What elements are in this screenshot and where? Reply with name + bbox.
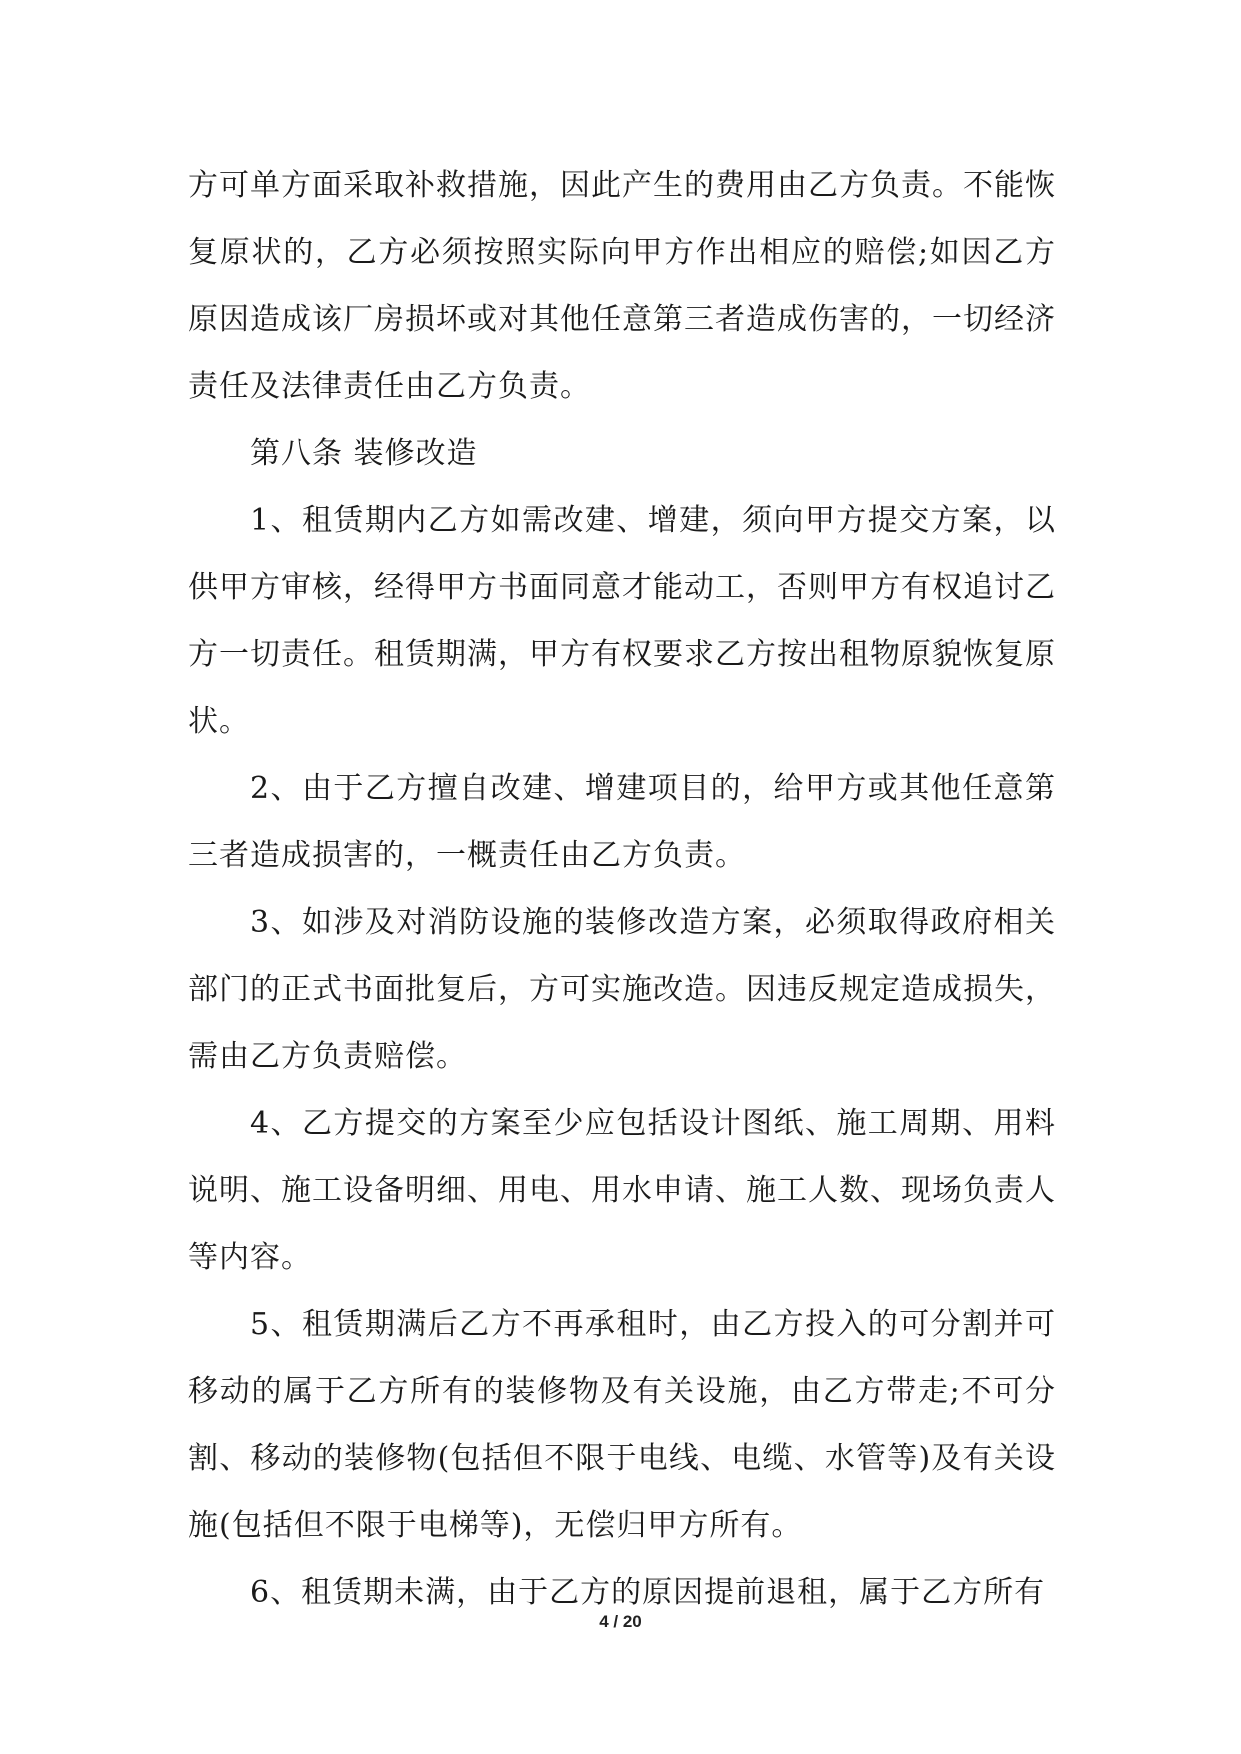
clause-6: 6、租赁期未满，由于乙方的原因提前退租，属于乙方所有 bbox=[250, 1575, 1046, 1610]
clause-3: 3、如涉及对消防设施的装修改造方案，必须取得政府相关部门的正式书面批复后，方可实施改造。因违反规定造成损失，需由乙方负责赔偿。 bbox=[188, 905, 1056, 1074]
clause-1: 1、租赁期内乙方如需改建、增建，须向甲方提交方案，以供甲方审核，经得甲方书面同意才能动工，否则甲方有权追讨乙方一切责任。租赁期满，甲方有权要求乙方按出租物原貌恢复原状。 bbox=[188, 503, 1056, 739]
page-number: 4 / 20 bbox=[599, 1612, 642, 1631]
clause-5: 5、租赁期满后乙方不再承租时，由乙方投入的可分割并可移动的属于乙方所有的装修物及有关设施，由乙方带走;不可分割、移动的装修物(包括但不限于电线、电缆、水管等)及有关设施(包括但不限于电梯等)，无偿归甲方所有。 bbox=[188, 1307, 1056, 1543]
section-heading: 第八条 装修改造 bbox=[250, 436, 478, 471]
clause-2: 2、由于乙方擅自改建、增建项目的，给甲方或其他任意第三者造成损害的，一概责任由乙方负责。 bbox=[188, 771, 1056, 873]
paragraph-continuation: 方可单方面采取补救措施，因此产生的费用由乙方负责。不能恢复原状的，乙方必须按照实际向甲方作出相应的赔偿;如因乙方原因造成该厂房损坏或对其他任意第三者造成伤害的，一切经济责任及法律责任由乙方负责。 bbox=[188, 168, 1056, 404]
clause-4: 4、乙方提交的方案至少应包括设计图纸、施工周期、用料说明、施工设备明细、用电、用水申请、施工人数、现场负责人等内容。 bbox=[188, 1106, 1056, 1275]
document-body bbox=[188, 152, 1056, 1626]
